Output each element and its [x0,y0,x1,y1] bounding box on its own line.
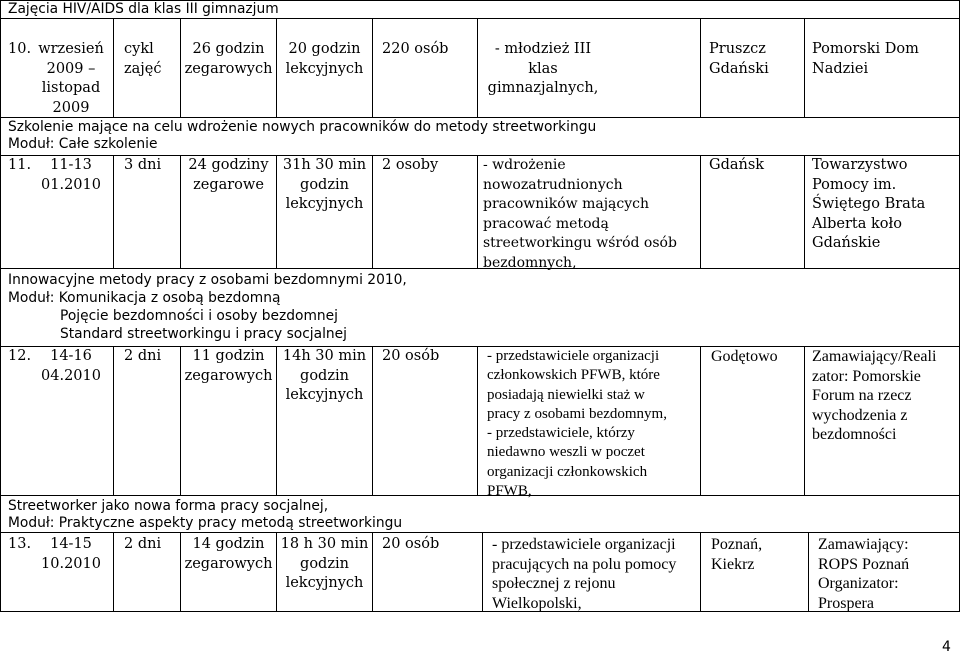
date-cell: 11-13 01.2010 [41,157,101,193]
section-title: Streetworker jako nowa forma pracy socjalnej, [8,498,329,514]
row-number: 13. [8,536,32,552]
row-divider [0,18,960,19]
col-divider [700,18,701,117]
col-divider [804,155,805,268]
clock-hours-cell: 26 godzin zegarowych [184,41,273,77]
duration-cell: cykl zajęć [124,41,162,77]
col-divider [372,18,373,117]
duration-cell: 3 dni [124,157,162,173]
clock-hours-cell: 24 godziny zegarowe [188,157,269,193]
place-cell: Poznań, Kiekrz [711,536,763,573]
organizer-cell: Zamawiający: ROPS Poznań Organizator: Prospera [818,536,910,612]
row-number: 11. [8,157,32,173]
lesson-hours-cell: 14h 30 min godzin lekcyjnych [282,348,367,403]
row-divider [0,495,960,496]
module-title: Moduł: Praktyczne aspekty pracy metodą streetworkingu [8,515,403,531]
table-bottom-border [0,611,960,612]
participants-cell: 220 osób [382,41,449,57]
row-number: 12. [8,348,32,364]
section-title: Innowacyjne metody pracy z osobami bezdomnymi 2010, [8,272,407,288]
participants-cell: 20 osób [382,348,440,364]
row-number: 10. [8,41,32,57]
col-divider [808,532,809,611]
place-cell: Godętowo [711,348,778,365]
lesson-hours-cell: 31h 30 min godzin lekcyjnych [282,157,367,212]
module-title: Moduł: Komunikacja z osobą bezdomną [8,290,281,306]
col-divider [482,532,483,611]
duration-cell: 2 dni [124,348,162,364]
organizer-cell: Zamawiający/Reali zator: Pomorskie Forum na rzecz wychodzenia z bezdomności [812,348,937,443]
lesson-hours-cell: 20 godzin lekcyjnych [285,41,364,77]
date-cell: wrzesień 2009 – listopad 2009 [38,41,104,116]
col-divider [700,346,701,495]
col-divider [113,346,114,495]
page-number: 4 [942,639,951,655]
col-divider [113,532,114,611]
col-divider [700,155,701,268]
col-divider [113,18,114,117]
target-group-cell: - przedstawiciele organizacji członkowskich PFWB, które posiadają niewielki staż w pracy z osobami bezdomnym, - przedstawiciele, którzy niedawno weszli w poczet organizacji członkowskich PFWB, [487,348,667,500]
row-divider [0,532,960,533]
section-title: Szkolenie mające na celu wdrożenie nowych pracowników do metody streetworkingu [8,119,597,135]
date-cell: 14-16 04.2010 [41,348,101,384]
col-divider [113,155,114,268]
duration-cell: 2 dni [124,536,162,552]
row-divider [0,117,960,118]
clock-hours-cell: 11 godzin zegarowych [184,348,273,384]
table-left-border [0,0,1,612]
row-divider [0,268,960,269]
participants-cell: 2 osoby [382,157,439,173]
organizer-cell: Towarzystwo Pomocy im. Świętego Brata Alberta koło Gdańskie [812,157,926,251]
lesson-hours-cell: 18 h 30 min godzin lekcyjnych [280,536,369,591]
col-divider [477,155,478,268]
module-title: Moduł: Całe szkolenie [8,136,158,152]
target-group-cell: - młodzież III klas gimnazjalnych, [487,41,599,96]
target-group-cell: - przedstawiciele organizacji pracujących na polu pomocy społecznej z rejonu Wielkopolski, [492,536,677,612]
place-cell: Gdańsk [709,157,765,173]
clock-hours-cell: 14 godzin zegarowych [184,536,273,572]
col-divider [372,532,373,611]
date-cell: 14-15 10.2010 [41,536,101,572]
organizer-cell: Pomorski Dom Nadziei [812,41,919,77]
target-group-cell: - wdrożenie nowozatrudnionych pracowników mających pracować metodą streetworkingu wśród osób bezdomnych, [483,157,677,271]
place-cell: Pruszcz Gdański [709,41,769,77]
col-divider [700,532,701,611]
topic-line: Standard streetworkingu i pracy socjalnej [60,326,347,342]
participants-cell: 20 osób [382,536,440,552]
topic-line: Pojęcie bezdomności i osoby bezdomnej [60,308,338,324]
col-divider [804,346,805,495]
col-divider [372,155,373,268]
section-title: Zajęcia HIV/AIDS dla klas III gimnazjum [8,1,279,17]
col-divider [477,346,478,495]
col-divider [372,346,373,495]
col-divider [804,18,805,117]
